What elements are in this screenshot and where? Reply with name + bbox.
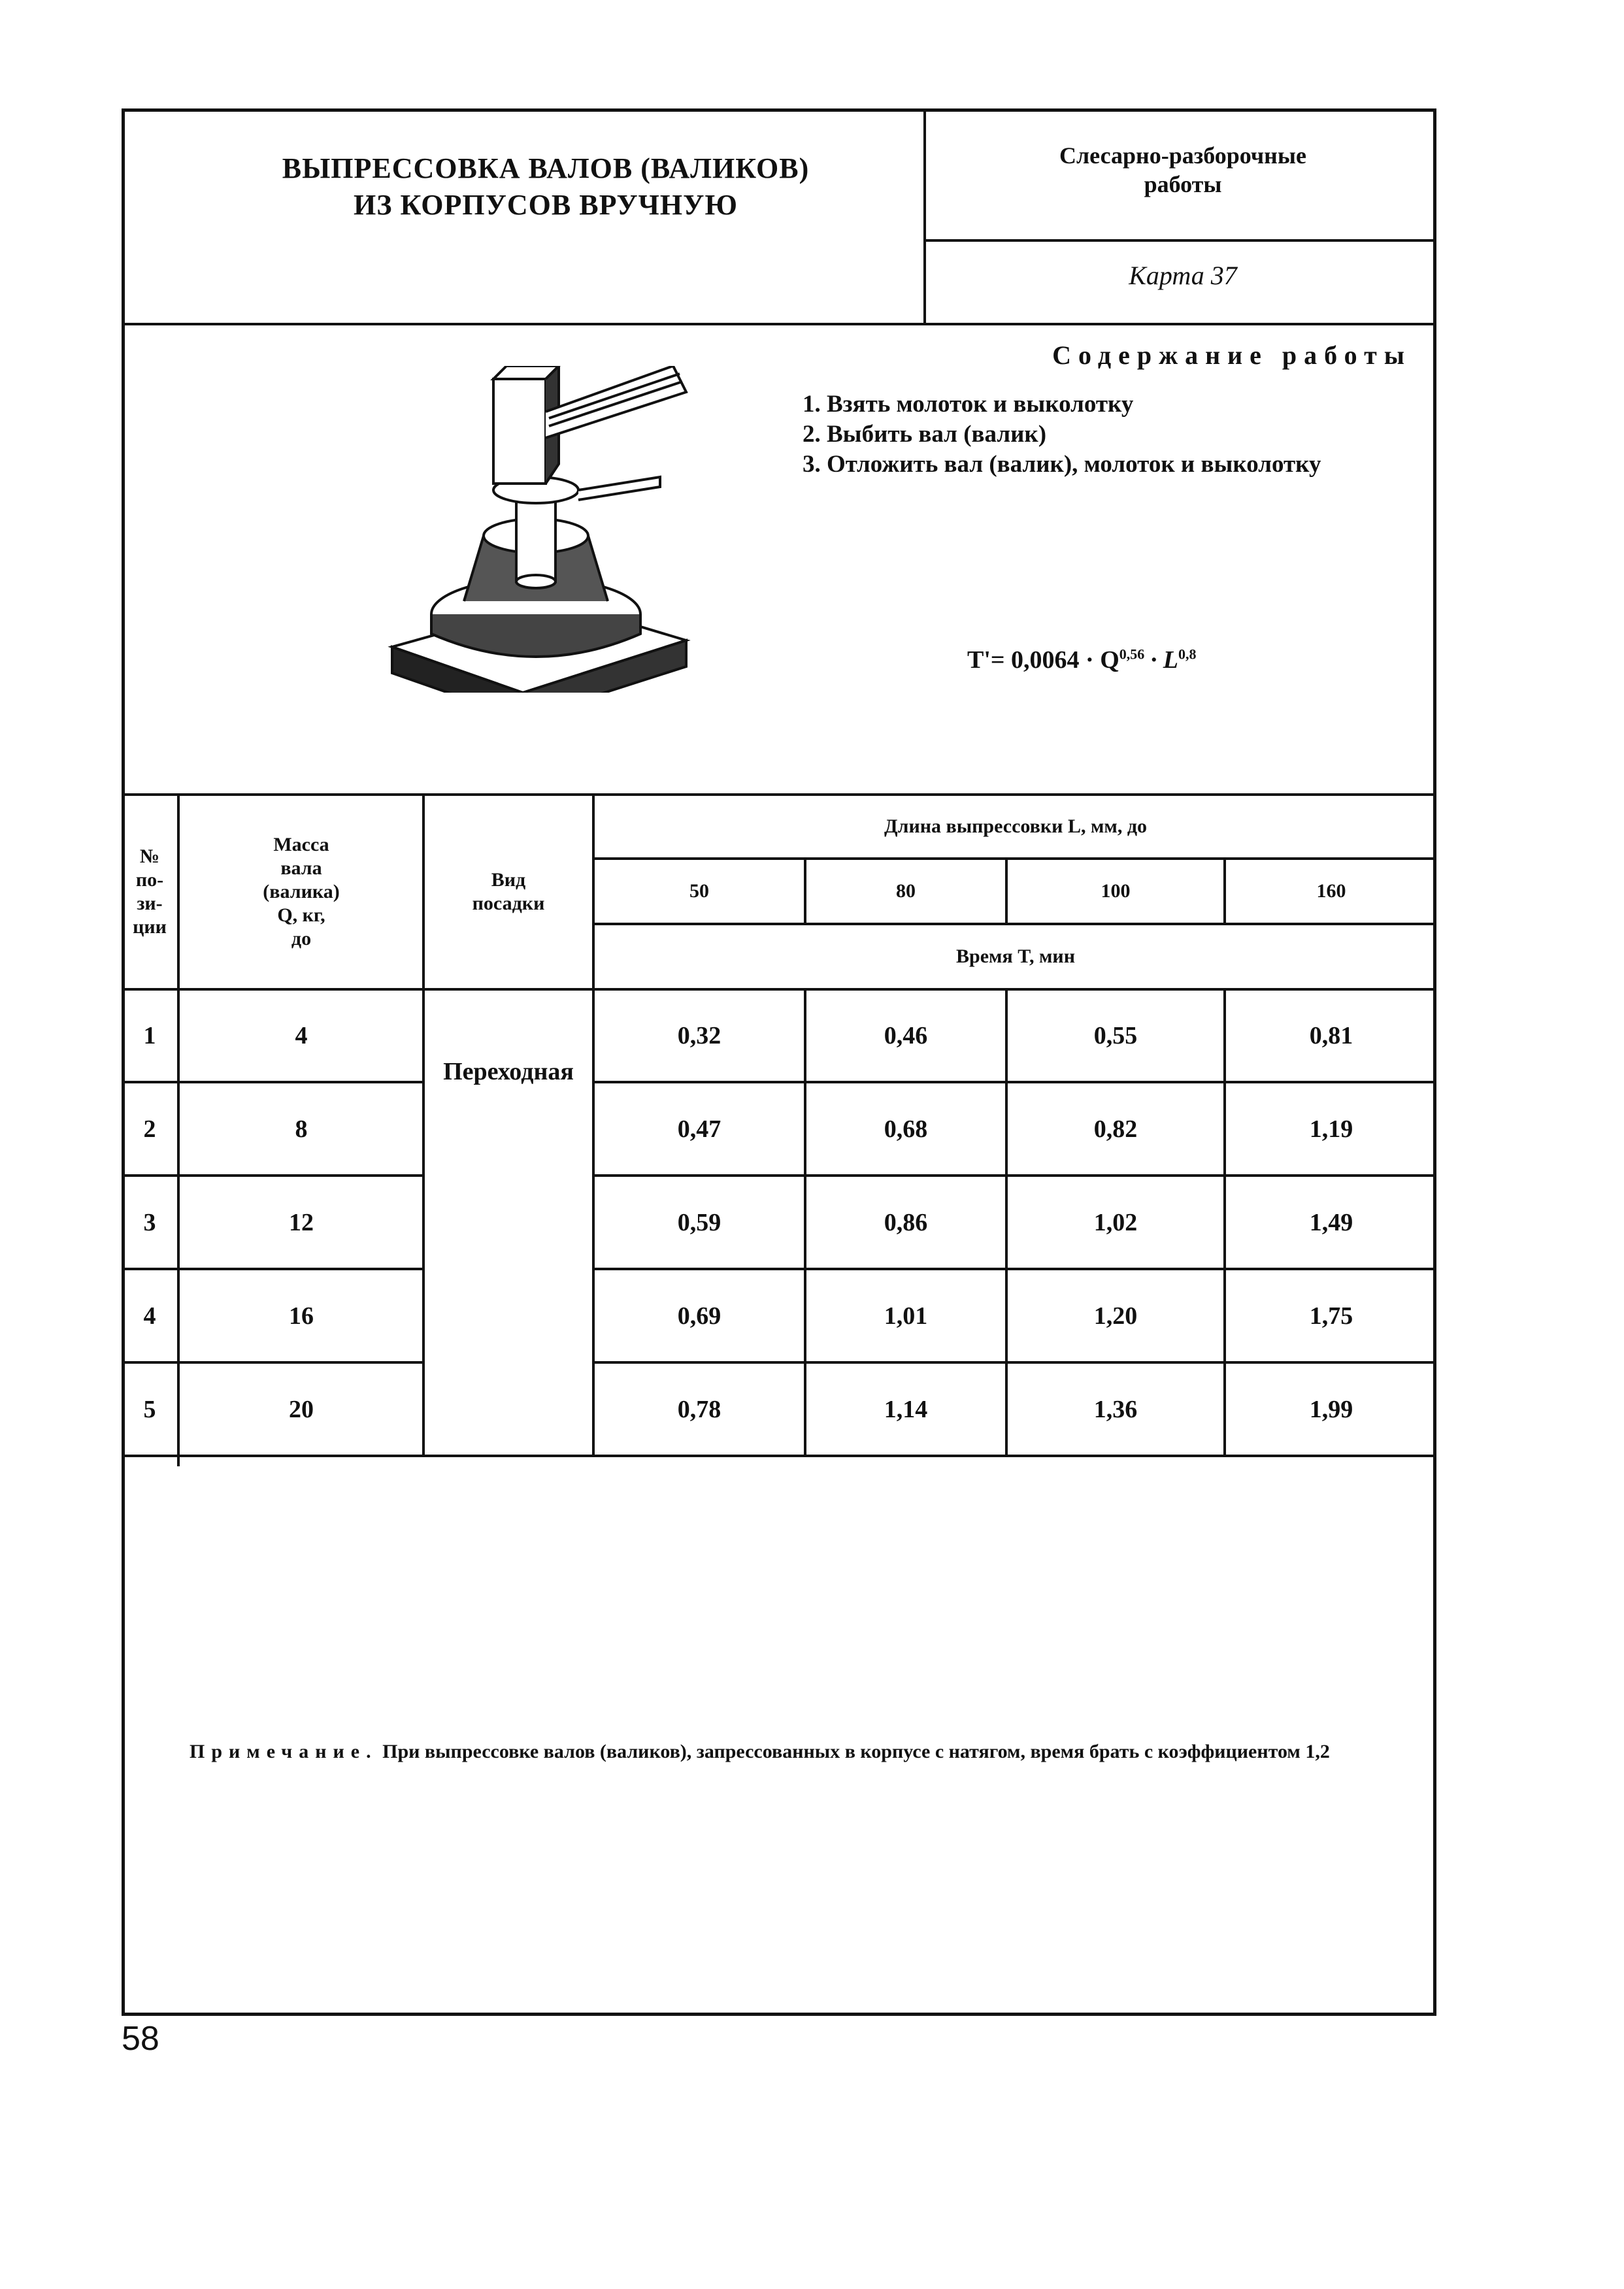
- time-cell: 0,46: [884, 1022, 928, 1049]
- length-50-header: 50: [689, 880, 709, 902]
- footnote: [190, 1737, 1418, 1767]
- column-header-fit-type: Вид посадки: [472, 869, 545, 914]
- card-number: Карта 37: [1129, 261, 1237, 290]
- mass-cell: 8: [295, 1115, 308, 1143]
- header-sub-divider: [923, 239, 1436, 242]
- position-cell: 4: [143, 1302, 156, 1330]
- mass-cell: 4: [295, 1022, 308, 1049]
- work-category: Слесарно-разборочные работы: [1059, 142, 1307, 197]
- mass-cell: 20: [289, 1395, 314, 1423]
- table-bottom-rule: [122, 1455, 1436, 1457]
- time-cell: 0,81: [1309, 1022, 1353, 1049]
- footnote-text: При выпрессовке валов (валиков), запрессованных в корпусе с натягом, время брать с коэффициентом 1,2: [382, 1741, 1330, 1762]
- time-cell: 0,69: [677, 1302, 721, 1330]
- time-cell: 0,55: [1093, 1022, 1138, 1049]
- time-cell: 1,75: [1309, 1302, 1353, 1330]
- time-cell: 1,20: [1093, 1302, 1138, 1330]
- hammer-drift-press-icon: [386, 366, 693, 693]
- mass-cell: 12: [289, 1208, 314, 1236]
- fit-type-cell: Переходная: [443, 1058, 574, 1085]
- column-header-length: Длина выпрессовки L, мм, до: [884, 815, 1148, 837]
- time-cell: 0,78: [677, 1395, 721, 1423]
- mass-cell: 16: [289, 1302, 314, 1330]
- time-cell: 0,86: [884, 1208, 928, 1236]
- length-100-header: 100: [1101, 880, 1131, 902]
- time-cell: 0,32: [677, 1022, 721, 1049]
- time-cell: 1,99: [1309, 1395, 1353, 1423]
- footnote-label: Примечание.: [190, 1741, 378, 1762]
- page-number: 58: [122, 2020, 159, 2058]
- time-cell: 0,68: [884, 1115, 928, 1143]
- header-divider: [923, 108, 926, 324]
- time-cell: 1,14: [884, 1395, 928, 1423]
- column-header-position: № по- зи- ции: [133, 846, 167, 938]
- time-cell: 0,47: [677, 1115, 721, 1143]
- time-cell: 0,59: [677, 1208, 721, 1236]
- time-cell: 0,82: [1093, 1115, 1138, 1143]
- list-item: 1. Взять молоток и выколотку: [803, 391, 1134, 418]
- position-cell: 3: [143, 1208, 156, 1236]
- header-bottom-rule: [122, 323, 1436, 325]
- list-item: 3. Отложить вал (валик), молоток и выколотку: [803, 451, 1321, 478]
- time-cell: 1,49: [1309, 1208, 1353, 1236]
- page-title: ВЫПРЕССОВКА ВАЛОВ (ВАЛИКОВ) ИЗ КОРПУСОВ ВРУЧНУЮ: [282, 152, 810, 221]
- time-cell: 1,36: [1093, 1395, 1138, 1423]
- length-160-header: 160: [1316, 880, 1346, 902]
- time-formula: T'= 0,0064 · Q$^{0,56}$ · L$^{0,8}$: [967, 646, 1197, 674]
- work-steps-list: [803, 389, 1417, 480]
- column-header-time: Время T, мин: [956, 946, 1075, 967]
- work-content-heading: Содержание работы: [1052, 340, 1412, 370]
- time-cell: 1,19: [1309, 1115, 1353, 1143]
- list-item: 2. Выбить вал (валик): [803, 421, 1047, 448]
- position-cell: 5: [143, 1395, 156, 1423]
- length-80-header: 80: [896, 880, 916, 902]
- time-cell: 1,01: [884, 1302, 928, 1330]
- time-cell: 1,02: [1093, 1208, 1138, 1236]
- column-header-mass: Масса вала (валика) Q, кг, до: [263, 834, 340, 949]
- position-cell: 1: [143, 1022, 156, 1049]
- position-cell: 2: [143, 1115, 156, 1143]
